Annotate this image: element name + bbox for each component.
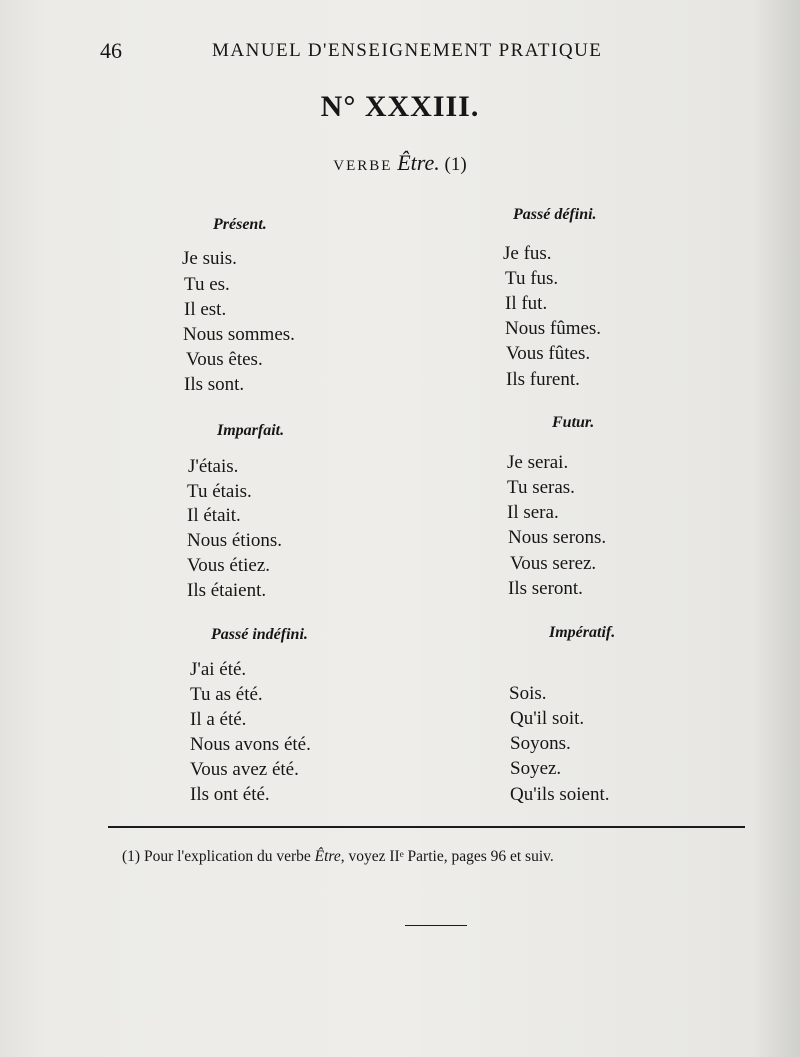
conjugation-line: Je serai. — [507, 452, 569, 473]
conjugation-line: Tu seras. — [507, 477, 575, 498]
conjugation-line: Vous étiez. — [187, 555, 271, 576]
conjugation-line: Vous avez été. — [190, 759, 299, 780]
conjugation-line: J'étais. — [188, 456, 239, 477]
conjugation-line: Ils ont été. — [190, 784, 270, 805]
conjugation-line: Sois. — [509, 683, 547, 704]
footnote-rule — [108, 826, 745, 828]
conjugation-line: Vous êtes. — [186, 349, 263, 370]
conjugation-line: Nous serons. — [508, 527, 607, 548]
footnote-reference: (1) — [444, 154, 467, 175]
footnote — [122, 848, 554, 866]
conjugation-line: Ils seront. — [508, 578, 583, 599]
page-number: 46 — [100, 38, 122, 63]
conjugation-line: Qu'il soit. — [510, 708, 585, 729]
conjugation-line: Je fus. — [503, 243, 552, 264]
conjugation-line: Soyons. — [510, 733, 571, 754]
footnote-marker: (1) — [122, 848, 141, 865]
verb-label: VERBE — [333, 158, 393, 174]
conjugation-line: Ils furent. — [506, 369, 580, 390]
conjugation-line: Il fut. — [505, 293, 548, 314]
tense-heading-passe-defini: Passé défini. — [513, 206, 597, 223]
conjugation-line: Il sera. — [507, 502, 559, 523]
tense-heading-passe-indefini: Passé indéfini. — [211, 626, 308, 643]
footnote-verb: Être — [314, 848, 341, 865]
tense-heading-present: Présent. — [213, 216, 267, 233]
conjugation-line: Tu as été. — [190, 684, 263, 705]
conjugation-line: Nous fûmes. — [505, 318, 602, 339]
conjugation-line: Il était. — [187, 505, 241, 526]
conjugation-line: Ils étaient. — [187, 580, 267, 601]
conjugation-line: Tu étais. — [187, 481, 252, 502]
conjugation-line: Il est. — [184, 299, 227, 320]
conjugation-line: Vous fûtes. — [506, 343, 591, 364]
conjugation-line: Tu fus. — [505, 268, 559, 289]
conjugation-line: Nous avons été. — [190, 734, 311, 755]
page-header — [0, 22, 800, 62]
footnote-text-after: , voyez IIᵉ Partie, pages 96 et suiv. — [340, 848, 554, 865]
conjugation-line: Je suis. — [182, 248, 237, 269]
section-number-title: N° XXXIII. — [320, 90, 480, 123]
conjugation-line: Il a été. — [190, 709, 247, 730]
verb-heading — [0, 150, 800, 176]
conjugation-line: Qu'ils soient. — [510, 784, 610, 805]
verb-name: Être. — [397, 150, 440, 175]
conjugation-line: Nous sommes. — [183, 324, 295, 345]
conjugation-line: Tu es. — [184, 274, 230, 295]
tense-heading-imparfait: Imparfait. — [217, 422, 285, 439]
conjugation-line: Nous étions. — [187, 530, 282, 551]
footnote-text-before: Pour l'explication du verbe — [143, 848, 311, 865]
tense-heading-futur: Futur. — [552, 414, 595, 431]
tense-heading-imperatif: Impératif. — [549, 624, 616, 641]
end-rule — [405, 925, 467, 926]
running-head: MANUEL D'ENSEIGNEMENT PRATIQUE — [212, 40, 603, 61]
conjugation-line: Ils sont. — [184, 374, 245, 395]
conjugation-line: J'ai été. — [190, 659, 247, 680]
conjugation-line: Soyez. — [510, 758, 562, 779]
conjugation-line: Vous serez. — [510, 553, 597, 574]
